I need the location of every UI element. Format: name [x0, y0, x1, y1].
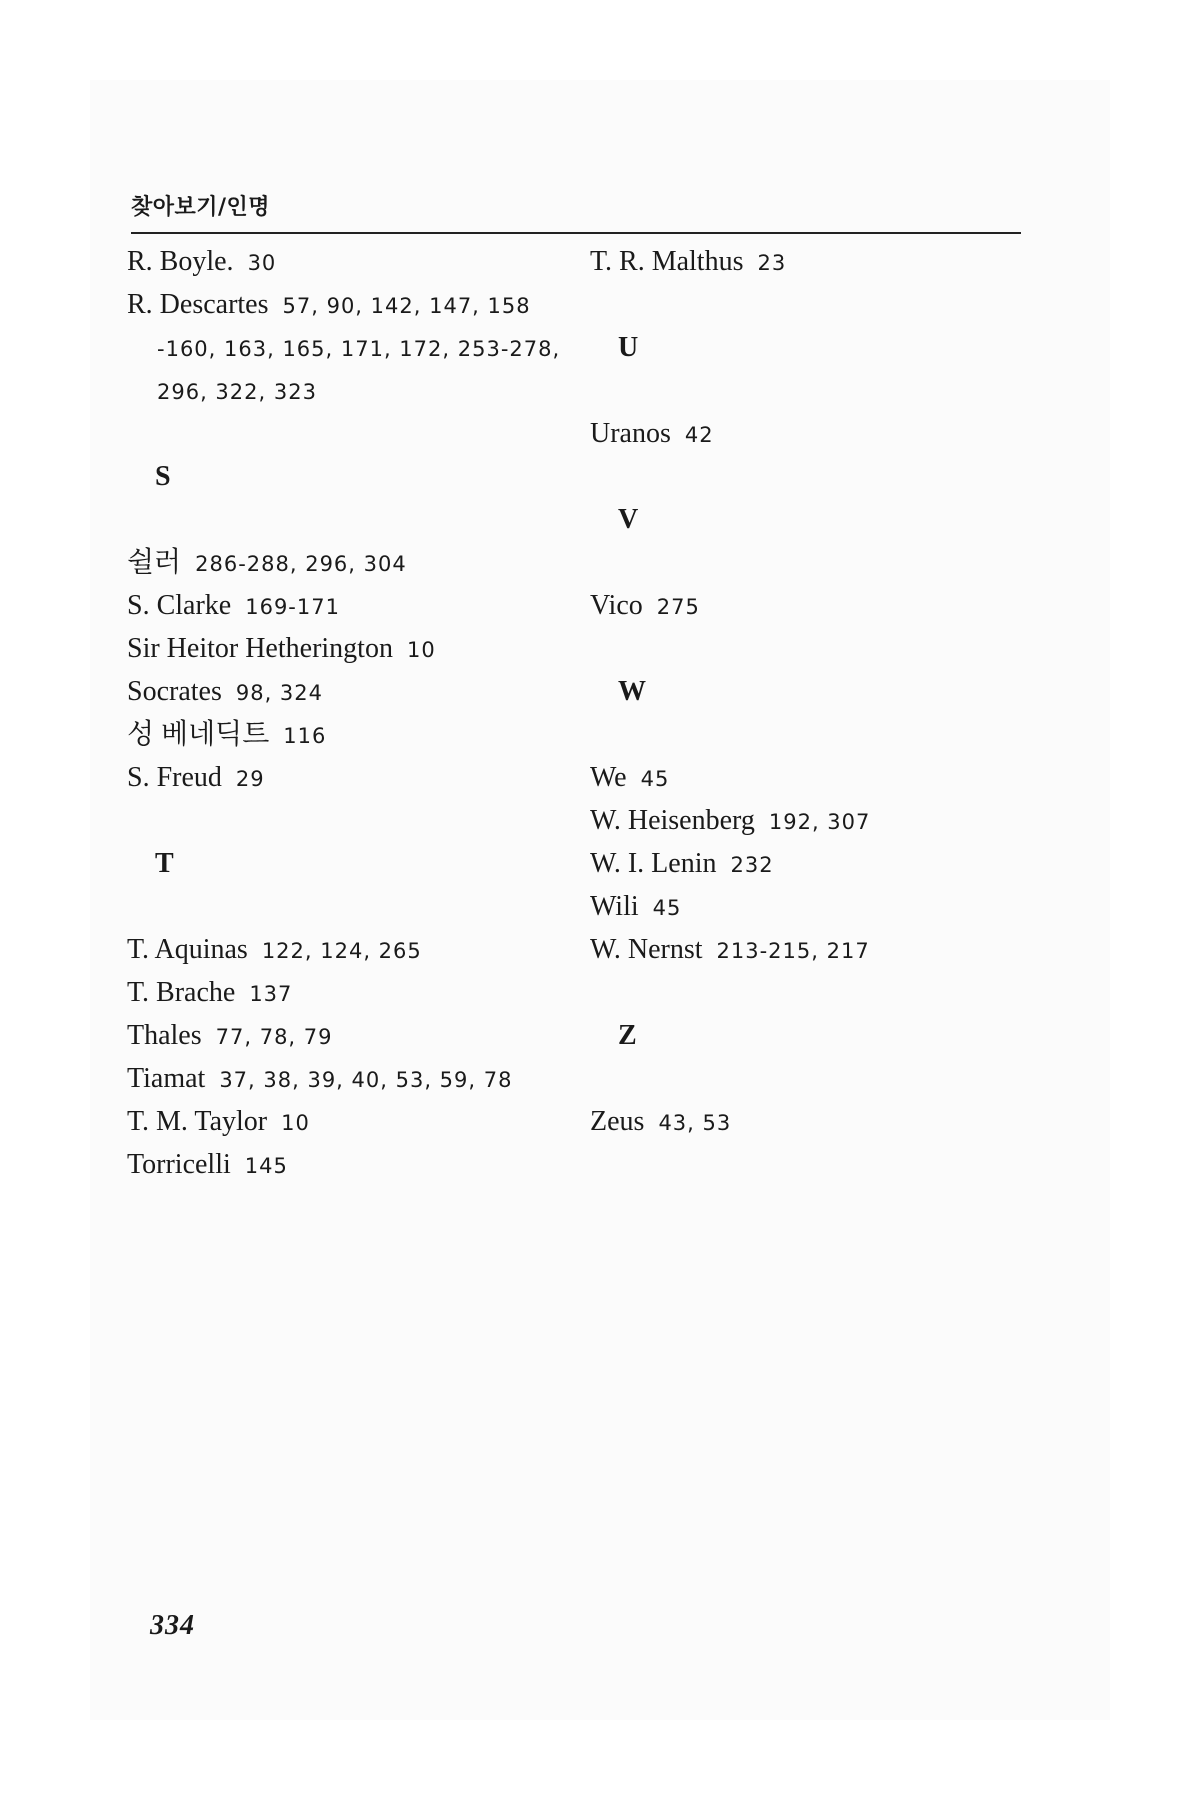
entry-name: Zeus — [590, 1106, 645, 1137]
entry-name: R. Descartes — [127, 289, 269, 320]
spacer — [590, 455, 1030, 498]
spacer — [590, 369, 1030, 412]
section-letter-z: Z — [618, 1020, 637, 1051]
entry-name: We — [590, 762, 627, 793]
entry-pages: 43, 53 — [658, 1111, 732, 1135]
spacer — [127, 885, 567, 928]
entry-pages: 213-215, 217 — [716, 939, 870, 963]
entry-pages: 286-288, 296, 304 — [195, 552, 407, 576]
index-entry — [127, 240, 567, 283]
section-letter — [590, 498, 1030, 541]
index-entry — [590, 885, 1030, 928]
entry-pages: 137 — [249, 982, 293, 1006]
entry-pages: 30 — [247, 251, 277, 275]
entry-pages: 116 — [283, 724, 327, 748]
entry-pages: 169-171 — [245, 595, 340, 619]
entry-pages: 45 — [640, 767, 670, 791]
entry-name: Uranos — [590, 418, 671, 449]
entry-pages: 232 — [730, 853, 774, 877]
entry-name: Socrates — [127, 676, 222, 707]
spacer — [127, 498, 567, 541]
entry-name: Sir Heitor Hetherington — [127, 633, 393, 664]
index-entry — [590, 799, 1030, 842]
entry-name: Wili — [590, 891, 639, 922]
spacer — [590, 971, 1030, 1014]
entry-name: Torricelli — [127, 1149, 231, 1180]
index-entry — [590, 412, 1030, 455]
entry-pages: 275 — [656, 595, 700, 619]
spacer — [590, 1057, 1030, 1100]
section-letter — [590, 670, 1030, 713]
entry-pages: 45 — [652, 896, 682, 920]
spacer — [127, 799, 567, 842]
entry-pages: 122, 124, 265 — [261, 939, 422, 963]
section-letter-v: V — [618, 504, 639, 535]
entry-name: W. Nernst — [590, 934, 703, 965]
entry-pages: 23 — [757, 251, 787, 275]
index-entry — [127, 928, 567, 971]
entry-name: Tiamat — [127, 1063, 206, 1094]
section-letter-t: T — [155, 848, 174, 879]
entry-name: S. Freud — [127, 762, 222, 793]
entry-pages: 77, 78, 79 — [215, 1025, 333, 1049]
entry-name: S. Clarke — [127, 590, 232, 621]
entry-name: W. Heisenberg — [590, 805, 755, 836]
index-entry — [590, 842, 1030, 885]
page-number: 334 — [150, 1610, 195, 1641]
section-letter-w: W — [618, 676, 646, 707]
section-letter-u: U — [618, 332, 639, 363]
index-entry — [590, 584, 1030, 627]
index-entry — [127, 627, 567, 670]
section-letter — [590, 326, 1030, 369]
index-entry — [127, 713, 567, 756]
entry-pages: 192, 307 — [768, 810, 871, 834]
entry-pages: 29 — [235, 767, 265, 791]
index-entry — [590, 756, 1030, 799]
entry-pages: 57, 90, 142, 147, 158 — [282, 294, 531, 318]
entry-name: Vico — [590, 590, 643, 621]
entry-name: T. Brache — [127, 977, 236, 1008]
entry-name: T. Aquinas — [127, 934, 248, 965]
spacer — [127, 412, 567, 455]
entry-name: R. Boyle. — [127, 246, 234, 277]
entry-pages: 296, 322, 323 — [157, 380, 317, 404]
index-entry — [127, 283, 567, 326]
entry-pages: 37, 38, 39, 40, 53, 59, 78 — [219, 1068, 513, 1092]
index-entry — [590, 1100, 1030, 1143]
index-entry — [127, 670, 567, 713]
index-entry — [590, 928, 1030, 971]
entry-name: T. M. Taylor — [127, 1106, 268, 1137]
spacer — [590, 627, 1030, 670]
index-entry — [127, 1014, 567, 1057]
running-header — [131, 192, 1021, 234]
section-letter — [127, 455, 567, 498]
index-entry-continuation — [127, 369, 567, 412]
entry-name: W. I. Lenin — [590, 848, 717, 879]
spacer — [590, 283, 1030, 326]
index-entry-continuation — [127, 326, 567, 369]
entry-name: 성 베네딕트 — [127, 719, 270, 750]
index-entry — [127, 1143, 567, 1186]
section-letter — [590, 1014, 1030, 1057]
entry-name: Thales — [127, 1020, 202, 1051]
index-entry — [127, 971, 567, 1014]
entry-pages: 145 — [244, 1154, 288, 1178]
index-entry — [127, 541, 567, 584]
index-column-right — [590, 240, 1030, 1143]
index-column-left — [127, 240, 567, 1186]
index-entry — [127, 756, 567, 799]
spacer — [590, 541, 1030, 584]
entry-pages: 98, 324 — [235, 681, 324, 705]
entry-name: 쉴러 — [127, 547, 182, 578]
entry-pages: 10 — [406, 638, 436, 662]
index-entry — [590, 240, 1030, 283]
index-entry — [127, 1100, 567, 1143]
index-entry — [127, 1057, 567, 1100]
entry-pages: -160, 163, 165, 171, 172, 253-278, — [157, 337, 561, 361]
index-entry — [127, 584, 567, 627]
header-title: 찾아보기/인명 — [131, 195, 271, 220]
entry-name: T. R. Malthus — [590, 246, 744, 277]
section-letter — [127, 842, 567, 885]
entry-pages: 10 — [281, 1111, 310, 1135]
section-letter-s: S — [155, 461, 171, 492]
entry-pages: 42 — [684, 423, 714, 447]
spacer — [590, 713, 1030, 756]
